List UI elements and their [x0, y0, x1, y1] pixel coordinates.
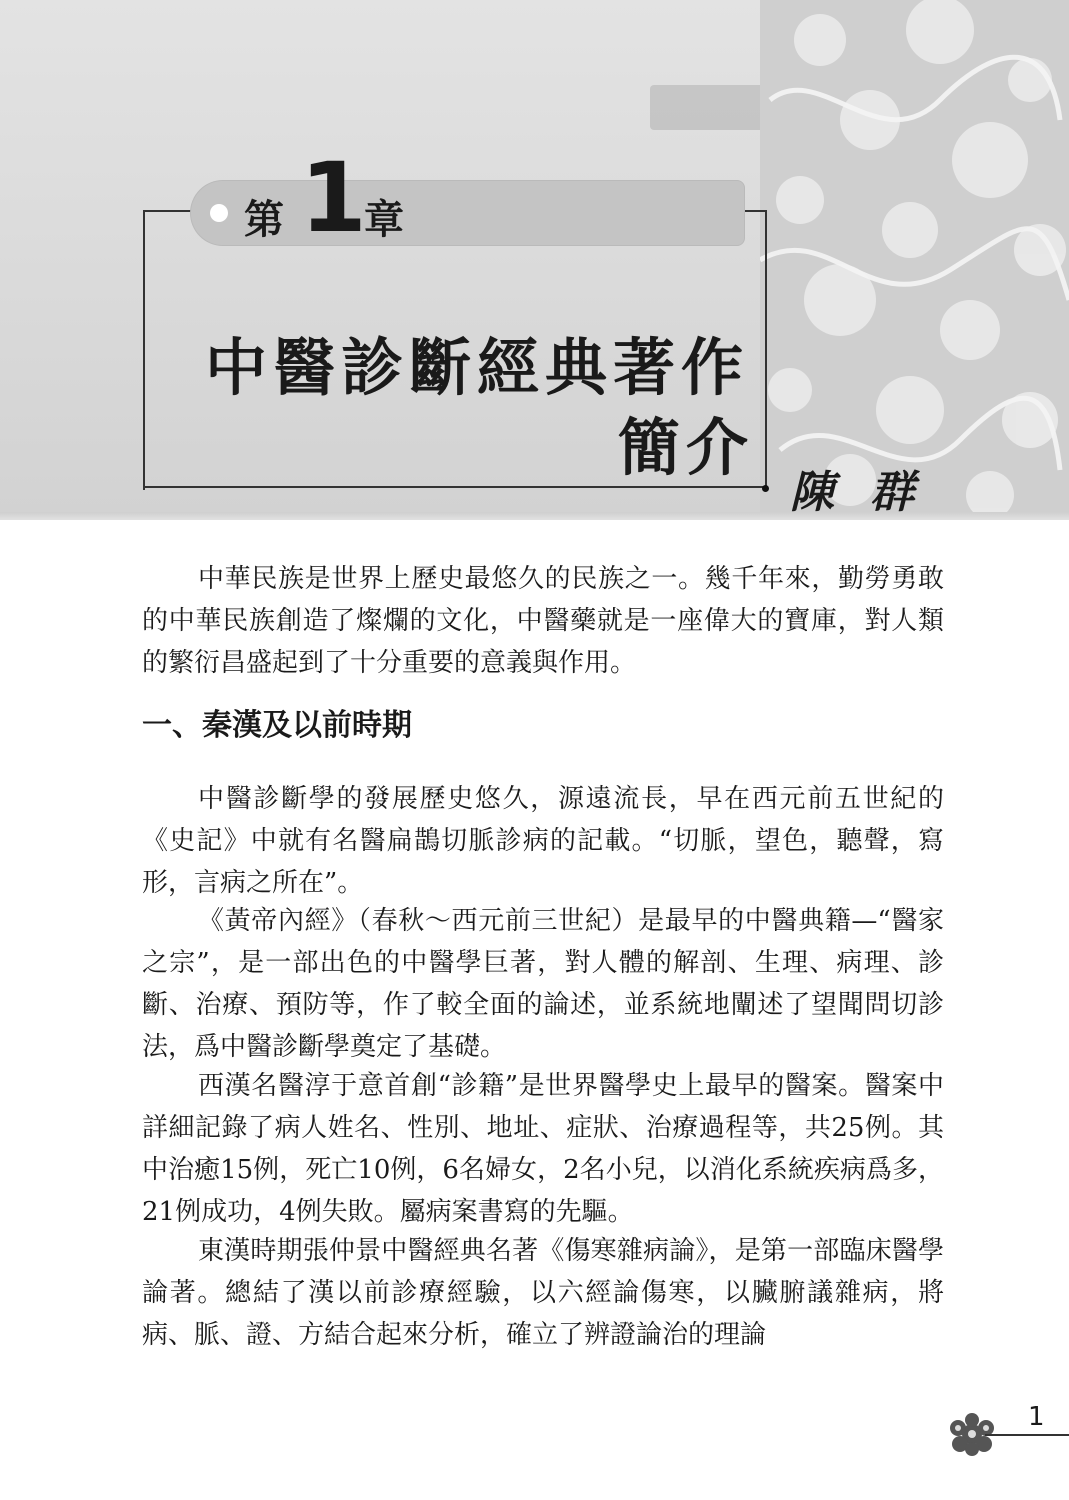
body-paragraph: 中醫診斷學的發展歷史悠久，源遠流長，早在西元前五世紀的《史記》中就有名醫扁鵲切脈診病的記載。“切脈，望色，聽聲，寫形，言病之所在”。	[142, 784, 944, 898]
footer-rule	[985, 1434, 1069, 1436]
author-name: 陳群	[790, 467, 950, 518]
floral-ornament	[760, 0, 1069, 520]
chapter-prefix: 第	[244, 197, 284, 243]
page-number: 1	[1028, 1402, 1045, 1432]
chapter-title-line1: 中醫診斷經典著作	[205, 331, 750, 404]
intro-paragraph: 中華民族是世界上歷史最悠久的民族之一。幾千年來，勤勞勇敢的中華民族創造了燦爛的文化，中醫藥就是一座偉大的寶庫，對人類的繁衍昌盛起到了十分重要的意義與作用。	[142, 564, 944, 678]
author-bullet-icon	[762, 485, 769, 492]
bullet-dot-icon	[210, 204, 228, 222]
body-paragraph: 《黃帝內經》（春秋～西元前三世紀）是最早的中醫典籍—“醫家之宗”，是一部出色的中醫學巨著，對人體的解剖、生理、病理、診斷、治療、預防等，作了較全面的論述，並系統地闡述了望聞問切診法，爲中醫診斷學奠定了基礎。	[142, 906, 944, 1062]
chapter-suffix: 章	[364, 197, 404, 243]
chapter-title-line2: 簡介	[618, 411, 755, 484]
body-paragraph: 東漢時期張仲景中醫經典名著《傷寒雜病論》，是第一部臨床醫學論著。總結了漢以前診療經驗，以六經論傷寒，以臟腑議雜病，將病、脈、證、方結合起來分析，確立了辨證論治的理論	[142, 1236, 944, 1350]
chapter-number: 1	[300, 142, 367, 254]
body-paragraph: 西漢名醫淳于意首創“診籍”是世界醫學史上最早的醫案。醫案中詳細記錄了病人姓名、性別、地址、症狀、治療過程等，共25例。其中治癒15例，死亡10例，6名婦女，2名小兒，以消化系統疾病爲多，21例成功，4例失敗。屬病案書寫的先驅。	[142, 1071, 944, 1227]
section-heading: 一、秦漢及以前時期	[142, 708, 412, 743]
